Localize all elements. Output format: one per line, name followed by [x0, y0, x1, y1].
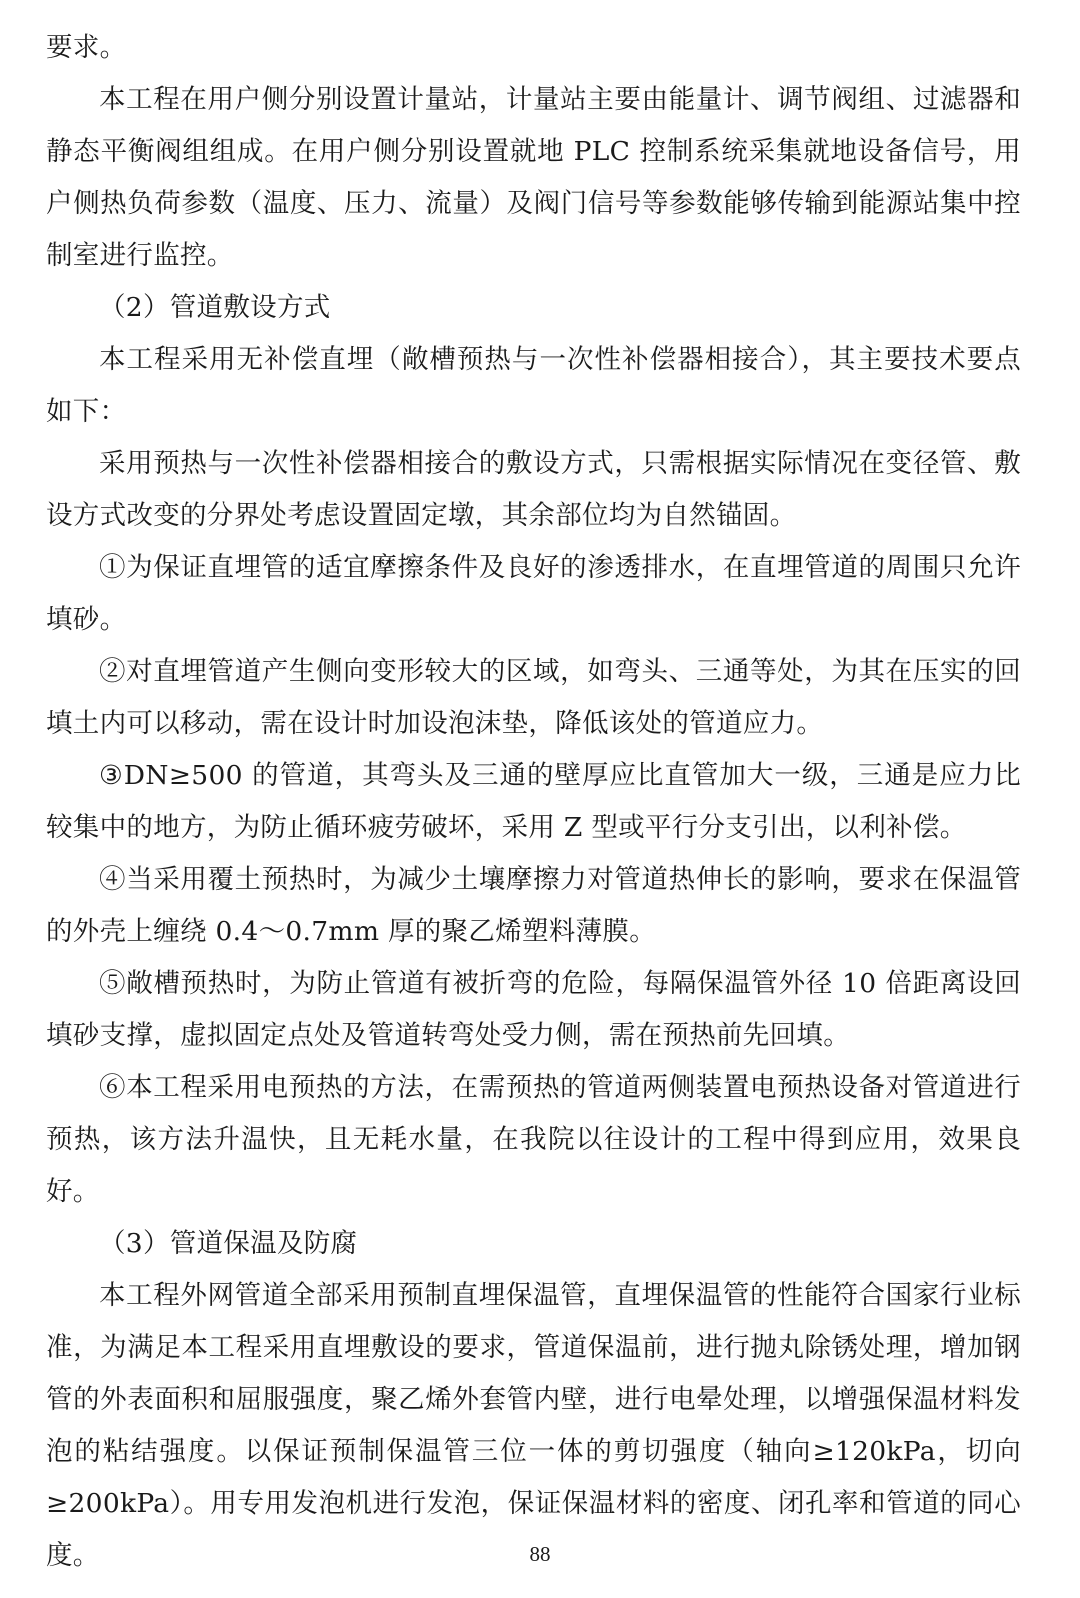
section-heading-pipe-laying: （2）管道敷设方式 [99, 292, 331, 323]
paragraph-metering-station: 本工程在用户侧分别设置计量站，计量站主要由能量计、调节阀组、过滤器和静态平衡阀组组成。在用户侧分别设置就地 PLC 控制系统采集就地设备信号，用户侧热负荷参数（温度、压力、流量）及阀门信号等参数能够传输到能源站集中控制室进行监控。 [46, 84, 1021, 271]
paragraph-point-3: ③DN≥500 的管道，其弯头及三通的壁厚应比直管加大一级，三通是应力比较集中的地方，为防止循环疲劳破坏，采用 Z 型或平行分支引出，以利补偿。 [46, 760, 1021, 843]
paragraph-direct-burial-intro: 本工程采用无补偿直埋（敞槽预热与一次性补偿器相接合），其主要技术要点如下： [46, 344, 1021, 427]
paragraph-point-6: ⑥本工程采用电预热的方法，在需预热的管道两侧装置电预热设备对管道进行预热，该方法升温快，且无耗水量，在我院以往设计的工程中得到应用，效果良好。 [46, 1072, 1021, 1207]
paragraph-insulation-details: 本工程外网管道全部采用预制直埋保温管，直埋保温管的性能符合国家行业标准，为满足本工程采用直埋敷设的要求，管道保温前，进行抛丸除锈处理，增加钢管的外表面积和屈服强度，聚乙烯外套管内壁，进行电晕处理，以增强保温材料发泡的粘结强度。以保证预制保温管三位一体的剪切强度（轴向≥120kPa，切向≥200kPa）。用专用发泡机进行发泡，保证保温材料的密度、闭孔率和管道的同心度。 [46, 1280, 1021, 1571]
paragraph-point-2: ②对直埋管道产生侧向变形较大的区域，如弯头、三通等处，为其在压实的回填土内可以移动，需在设计时加设泡沫垫，降低该处的管道应力。 [46, 656, 1021, 739]
paragraph-continuation: 要求。 [46, 32, 127, 63]
section-heading-insulation: （3）管道保温及防腐 [99, 1228, 358, 1259]
paragraph-point-4: ④当采用覆土预热时，为减少土壤摩擦力对管道热伸长的影响，要求在保温管的外壳上缠绕 0.4～0.7mm 厚的聚乙烯塑料薄膜。 [46, 864, 1021, 947]
page-body [46, 22, 1021, 1582]
paragraph-point-1: ①为保证直埋管的适宜摩擦条件及良好的渗透排水，在直埋管道的周围只允许填砂。 [46, 552, 1021, 635]
paragraph-point-5: ⑤敞槽预热时，为防止管道有被折弯的危险，每隔保温管外径 10 倍距离设回填砂支撑，虚拟固定点处及管道转弯处受力侧，需在预热前先回填。 [46, 968, 1021, 1051]
page-number: 88 [529, 1542, 551, 1566]
paragraph-preheat-method: 采用预热与一次性补偿器相接合的敷设方式，只需根据实际情况在变径管、敷设方式改变的分界处考虑设置固定墩，其余部位均为自然锚固。 [46, 448, 1021, 531]
